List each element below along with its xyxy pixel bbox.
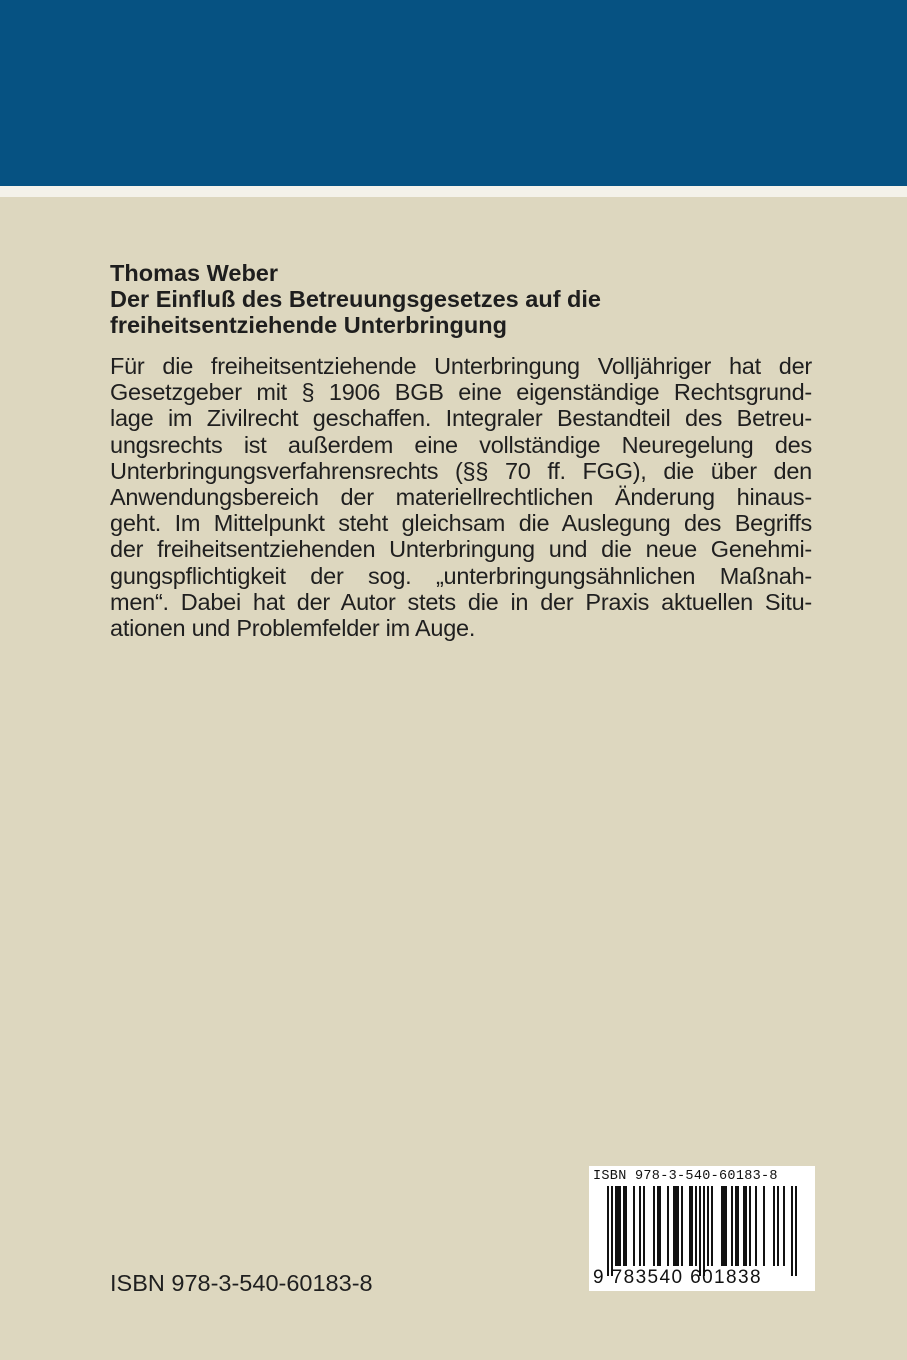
- description-line: geht. Im Mittelpunkt steht gleichsam die Auslegung des Begriffs: [110, 510, 812, 537]
- description-line: ungsrechts ist außerdem eine vollständige Neuregelung des: [110, 431, 812, 458]
- book-heading: [110, 260, 810, 338]
- barcode-digits: 9 783540 601838: [593, 1267, 762, 1288]
- barcode-bar: [723, 1186, 725, 1266]
- book-title-line-2: freiheitsentziehende Unterbringung: [110, 312, 507, 338]
- barcode-bar: [731, 1186, 733, 1266]
- barcode-bar: [725, 1186, 727, 1266]
- barcode-bar: [721, 1186, 723, 1266]
- barcode-bar: [699, 1186, 701, 1276]
- barcode-bar: [675, 1186, 677, 1266]
- cover-top-band: [0, 0, 907, 186]
- description-line: Unterbringungsverfahrensrechts (§§ 70 ff. FGG), die über den: [110, 457, 812, 484]
- band-divider: [0, 186, 907, 197]
- barcode-bar: [703, 1186, 705, 1276]
- barcode-bar: [659, 1186, 661, 1266]
- barcode-bar: [653, 1186, 655, 1266]
- barcode-bar: [737, 1186, 739, 1266]
- barcode-bar: [657, 1186, 659, 1266]
- barcode-bar: [695, 1186, 697, 1266]
- barcode-bar: [619, 1186, 621, 1266]
- barcode-bar: [623, 1186, 625, 1266]
- barcode-bar: [667, 1186, 669, 1266]
- barcode-bar: [625, 1186, 627, 1266]
- barcode-isbn-header: ISBN 978-3-540-60183-8: [593, 1169, 778, 1184]
- barcode-bar: [689, 1186, 691, 1266]
- barcode-bar: [763, 1186, 765, 1266]
- barcode-bar: [777, 1186, 779, 1266]
- barcode-bar: [633, 1186, 635, 1266]
- barcode-bar: [617, 1186, 619, 1266]
- description-line: gungspflichtigkeit der sog. „unterbringungsähnlichen Maßnah-: [110, 562, 812, 589]
- barcode-bar: [643, 1186, 645, 1266]
- barcode-bar: [743, 1186, 745, 1266]
- barcode-bar: [677, 1186, 679, 1266]
- isbn-barcode: [589, 1166, 815, 1291]
- description-line: men“. Dabei hat der Autor stets die in der Praxis aktuellen Situ-: [110, 588, 812, 615]
- barcode-bar: [681, 1186, 683, 1266]
- description-line: lage im Zivilrecht geschaffen. Integraler Bestandteil des Betreu-: [110, 405, 812, 432]
- barcode-bar: [735, 1186, 737, 1266]
- isbn-label: ISBN 978-3-540-60183-8: [110, 1270, 373, 1296]
- barcode-bar: [755, 1186, 757, 1266]
- barcode-bar: [639, 1186, 641, 1266]
- barcode-bar: [711, 1186, 713, 1266]
- barcode-bar: [691, 1186, 693, 1266]
- barcode-bar: [791, 1186, 793, 1276]
- description-line: ationen und Problemfelder im Auge.: [110, 615, 476, 642]
- barcode-bar: [611, 1186, 613, 1276]
- barcode-bar: [783, 1186, 785, 1266]
- barcode-bar: [707, 1186, 709, 1266]
- barcode-bar: [615, 1186, 617, 1266]
- description-line: Für die freiheitsentziehende Unterbringung Volljähriger hat der: [110, 353, 812, 379]
- description-line: der freiheitsentziehenden Unterbringung und die neue Genehmi-: [110, 536, 812, 563]
- description-line: Anwendungsbereich der materiellrechtlichen Änderung hinaus-: [110, 484, 812, 511]
- book-title-line-1: Der Einfluß des Betreuungsgesetzes auf die: [110, 286, 601, 312]
- barcode-bar: [745, 1186, 747, 1266]
- barcode-bar: [607, 1186, 609, 1276]
- barcode-bar: [673, 1186, 675, 1266]
- barcode-bar: [795, 1186, 797, 1276]
- barcode-bar: [773, 1186, 775, 1266]
- author-name: Thomas Weber: [110, 260, 279, 286]
- barcode-bar: [749, 1186, 751, 1266]
- book-description: [110, 353, 812, 641]
- description-line: Gesetzgeber mit § 1906 BGB eine eigenständige Rechtsgrund-: [110, 379, 812, 406]
